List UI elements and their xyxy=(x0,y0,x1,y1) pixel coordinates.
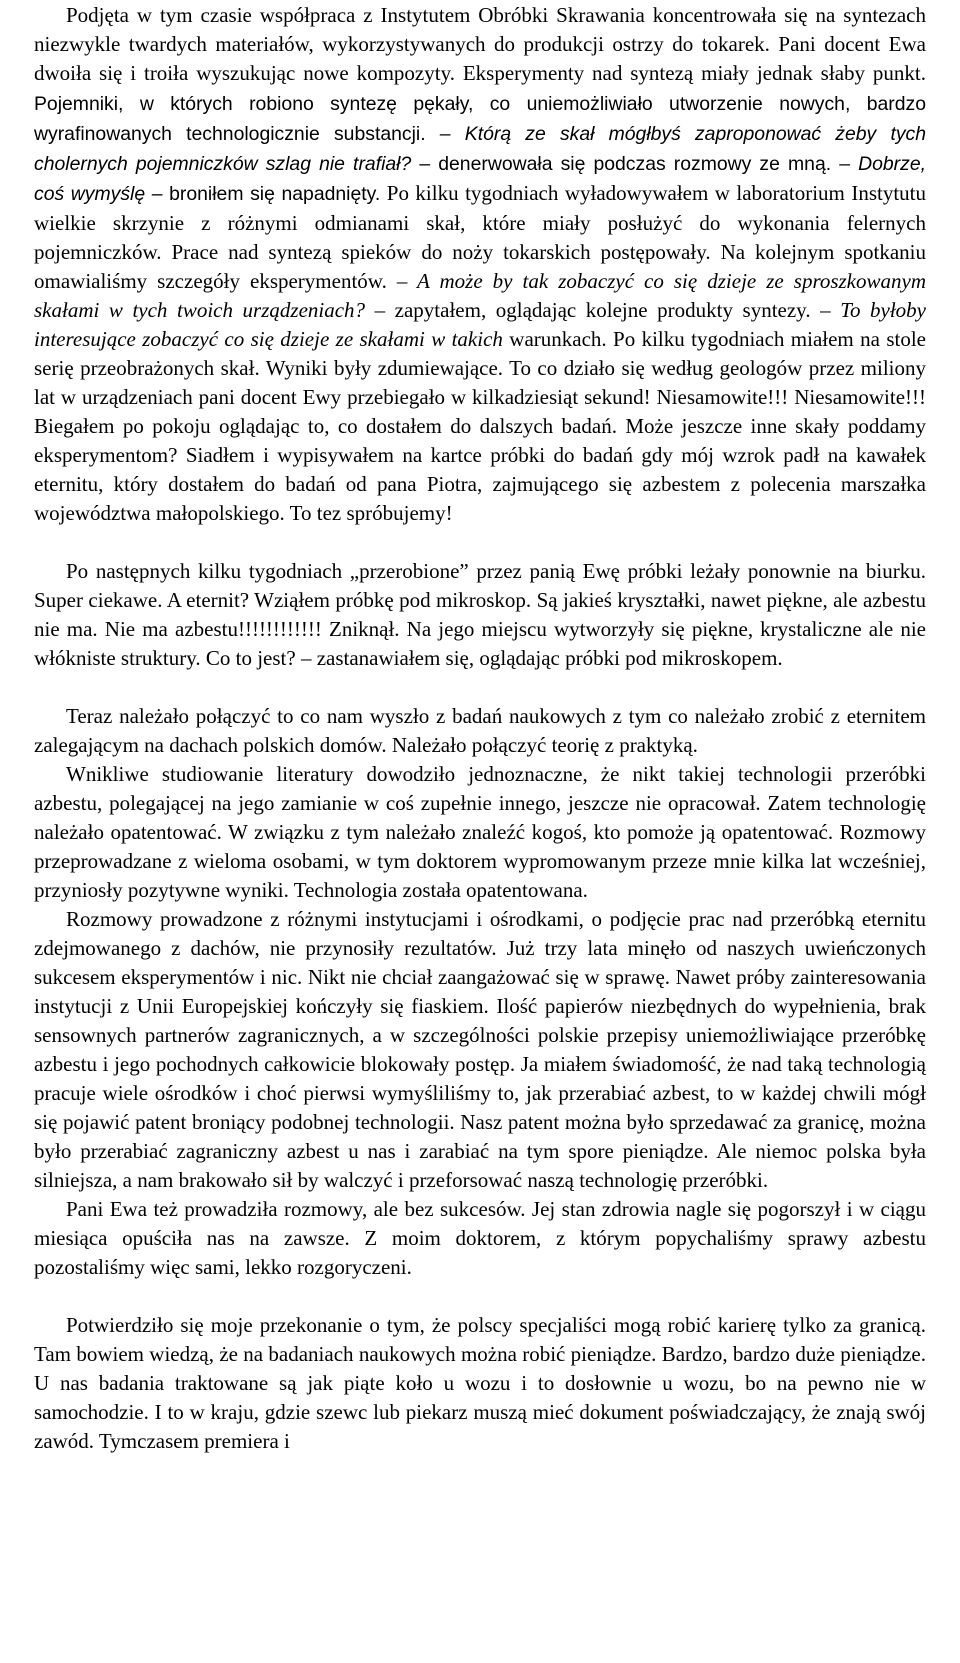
paragraph-1-quote-1: – Którą ze skał mógłbyś zaproponować żeby tych cholernych pojemniczków szlag nie trafiał? xyxy=(34,123,926,175)
paragraph-1-text-m: warunkach. Po kilku tygodniach miałem na stole serię przeobrażonych skał. Wyniki były zdumiewające. To co działo się według geologów przez miliony lat w urządzeniach pani docent Ewy przebiegało w kilkadziesiąt sekund! Niesamowite!!! Niesamowite!!! Biegałem po pokoju oglądając to, co dostałem do dalszych badań. Może jeszcze inne skały poddamy eksperymentom? Siadłem i wypisywałem na kartce próbki do badań gdy mój wzrok padł na kawałek eternitu, który dostałem do badań od pana Piotra, zajmującego się azbestem z polecenia marszałka województwa małopolskiego. To tez spróbujemy! xyxy=(34,327,926,525)
paragraph-1-text-d: – denerwowała się podczas rozmowy ze mną. xyxy=(411,153,832,175)
paragraph-1-quote-4: – To byłoby interesujące zobaczyć co się dzieje ze skałami w takich xyxy=(34,298,926,351)
paragraph-4: Wnikliwe studiowanie literatury dowodziło jednoznaczne, że nikt takiej technologii przeróbki azbestu, polegającej na jego zamianie w coś zupełnie innego, jeszcze nie opracował. Zatem technologię należało opatentować. W związku z tym należało znaleźć kogoś, kto pomoże ją opatentować. Rozmowy przeprowadzane z wieloma osobami, w tym doktorem wypromowanym przeze mnie kilka lat wcześniej, przyniosły pozytywne wyniki. Technologia została opatentowana. xyxy=(34,762,926,902)
paragraph-1-text-g: Po kilku tygodniach wyładowywałem w laboratorium Instytutu wielkie skrzynie z różnymi odmianami skał, które miały posłużyć do wykonania felernych pojemniczków. xyxy=(34,181,927,264)
paragraph-1-quote-3: – A może by tak zobaczyć co się dzieje ze sproszkowanym skałami w tych twoich urządzeniach? xyxy=(34,269,926,322)
paragraph-1-text-b: Pojemniki, w których robiono syntezę pękały, co uniemożliwiało utworzenie nowych, bardzo wyrafinowanych technologicznie substancji. xyxy=(34,93,926,145)
paragraph-3: Teraz należało połączyć to co nam wyszło z badań naukowych z tym co należało zrobić z eternitem zalegającym na dachach polskich domów. Należało połączyć teorię z praktyką. xyxy=(34,704,926,757)
paragraph-5: Rozmowy prowadzone z różnymi instytucjami i ośrodkami, o podjęcie prac nad przeróbką eternitu zdejmowanego z dachów, nie przynosiły rezultatów. Już trzy lata minęło od naszych uwieńczonych sukcesem eksperymentów i nic. Nikt nie chciał zaangażować się w sprawę. Nawet próby zainteresowania instytucji z Unii Europejskiej kończyły się fiaskiem. Ilość papierów niezbędnych do wypełnienia, brak sensownych partnerów zagranicznych, a w szczególności polskie przepisy uniemożliwiające przeróbkę azbestu i jego pochodnych całkowicie blokowały postęp. Ja miałem świadomość, że nad taką technologią pracuje wiele ośrodków i choć pierwsi wymyśliliśmy to, jak przerabiać azbest, to w każdej chwili mógł się pojawić patent broniący podobnej technologii. Nasz patent można było sprzedawać za granicę, można było przerabiać zagraniczny azbest u nas i zarabiać na tym spore pieniądze. Ale niemoc polska była silniejsza, a nam brakowało sił by walczyć i przeforsować naszą technologię przeróbki. xyxy=(34,907,926,1192)
paragraph-2: Po następnych kilku tygodniach „przerobione” przez panią Ewę próbki leżały ponownie na biurku. Super ciekawe. A eternit? Wziąłem próbkę pod mikroskop. Są jakieś kryształki, nawet piękne, ale azbestu nie ma. Nie ma azbestu!!!!!!!!!!!! Zniknął. Na jego miejscu wytworzyły się piękne, krystaliczne ale nie włókniste struktury. Co to jest? – zastanawiałem się, oglądając próbki pod mikroskopem. xyxy=(34,559,926,670)
paragraph-1 xyxy=(34,0,926,528)
paragraph-1-text-h: Prace nad syntezą spieków do noży tokarskich postępowały. xyxy=(161,240,711,264)
paragraph-1-quote-2: – Dobrze, coś wymyślę xyxy=(34,153,926,205)
paragraph-1-text-k: – zapytałem, oglądając kolejne produkty syntezy. xyxy=(365,298,811,322)
paragraph-6: Pani Ewa też prowadziła rozmowy, ale bez sukcesów. Jej stan zdrowia nagle się pogorszył i w ciągu miesiąca opuściła nas na zawsze. Z moim doktorem, z którym popychaliśmy sprawy azbestu pozostaliśmy więc sami, lekko rozgoryczeni. xyxy=(34,1197,926,1279)
paragraph-1-text-i: Na kolejnym spotkaniu omawialiśmy szczegóły eksperymentów. xyxy=(34,240,926,293)
paragraph-7: Potwierdziło się moje przekonanie o tym, że polscy specjaliści mogą robić karierę tylko za granicą. Tam bowiem wiedzą, że na badaniach naukowych można robić pieniądze. Bardzo, bardzo duże pieniądze. U nas badania traktowane są jak piąte koło u wozu i to dosłownie u wozu, bo na pewno nie w samochodzie. I to w kraju, gdzie szewc lub piekarz muszą mieć dokument poświadczający, że znają swój zawód. Tymczasem premiera i xyxy=(34,1313,926,1453)
paragraph-1-text-f: – broniłem się napadnięty. xyxy=(145,183,381,205)
paragraph-1-text-a: Podjęta w tym czasie współpraca z Instytutem Obróbki Skrawania koncentrowała się na syntezach niezwykle twardych materiałów, wykorzystywanych do produkcji ostrzy do tokarek. Pani docent Ewa dwoiła się i troiła wyszukując nowe kompozyty. Eksperymenty nad syntezą miały jednak słaby punkt. xyxy=(34,3,926,85)
